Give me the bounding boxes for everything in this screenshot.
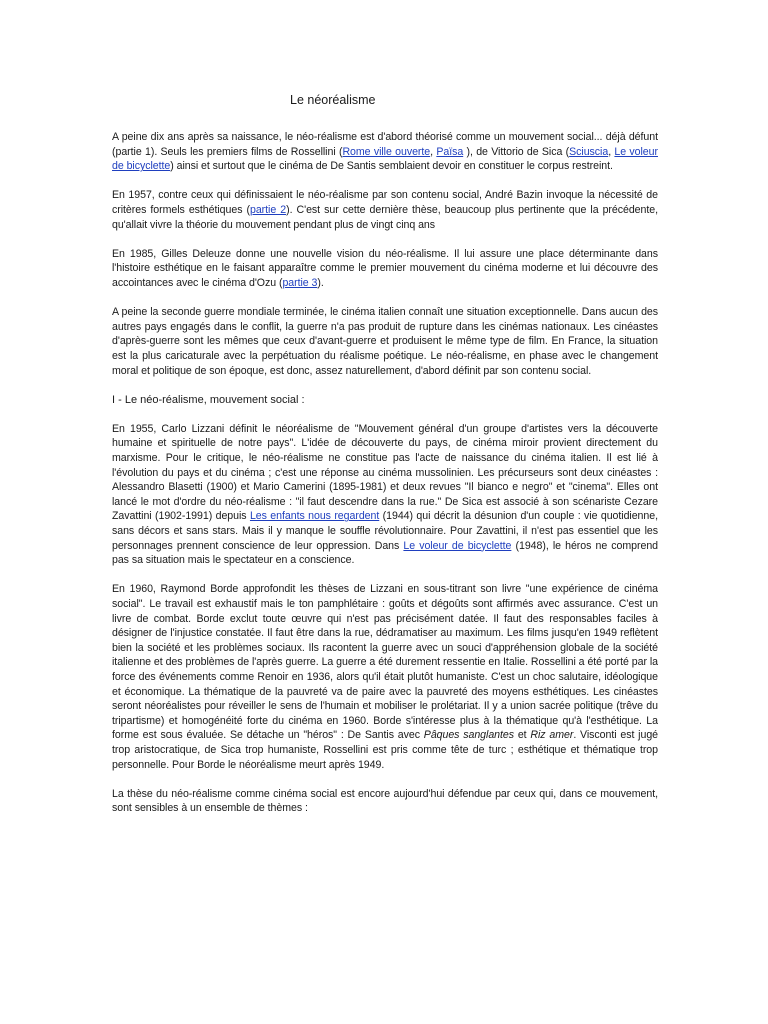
paragraph-deleuze (112, 247, 658, 291)
document-body (112, 130, 658, 831)
text-run: En 1955, Carlo Lizzani définit le néoréalisme de "Mouvement général d'un groupe d'artistes vers la découverte humaine et spirituelle de notre pays". L'idée de découverte du pays, de cinéma miroir provient directement du marxisme. Pour le critique, le néo-réalisme ne constitue pas l'acte de naissance du cinéma italien. Il est lié à l'évolution du pays et du cinéma ; c'est une réponse au cinéma mussolinien. Les précurseurs sont deux cinéastes : Alessandro Blasetti (1900) et Mario Camerini (1895-1981) et deux revues "Il bianco e negro" et "cinema". Elles ont lancé le mot d'ordre du néo-réalisme : "il faut descendre dans la rue." De Sica est associé à son scénariste Cezare Zavattini (1902-1991) depuis (112, 422, 658, 523)
text-run: ). (317, 276, 324, 289)
text-run: ) ainsi et surtout que le cinéma de De Santis semblaient devoir en constituer le corpus restreint. (170, 160, 613, 173)
paragraph-borde (112, 582, 658, 772)
link-sciuscia[interactable]: Sciuscia (569, 145, 609, 158)
text-run: , (430, 145, 437, 158)
text-run: En 1985, Gilles Deleuze donne une nouvelle vision du néo-réalisme. Il lui assure une place déterminante dans l'histoire esthétique en le faisant apparaître comme le premier mouvement du cinéma moderne et lui découvre des accointances avec le cinéma d'Ozu ( (112, 247, 658, 289)
paragraph-bazin (112, 188, 658, 232)
paragraph-intro (112, 130, 658, 174)
text-run: En 1960, Raymond Borde approfondit les thèses de Lizzani en sous-titrant son livre "une expérience de cinéma social". Le travail est exhaustif mais le ton pamphlétaire : goûts et dégoûts sont affirmés avec assurance. C'est un livre de combat. Borde exclut toute œuvre qui n'est pas précisément datée. Il faut des responsables faciles à désigner de l'injustice constatée. Il faut être dans la rue, dédramatiser au maximum. Les films jusqu'en 1949 reflètent bien la société et les problèmes sociaux. Ils racontent la guerre avec un souci d'appréhension globale de la société italienne et des problèmes de l'après guerre. La guerre a été durement ressentie en Italie. Rossellini a été porté par la force des événements comme Renoir en 1936, alors qu'il était plutôt humaniste. C'est un choc salutaire, idéologique et économique. La thématique de la pauvreté va de paire avec la pauvreté des moyens esthétiques. Les cinéastes seront néoréalistes pour réveiller le sens de l'humain et mobiliser le prolétariat. Il y a union sacrée politique (trêve du tripartisme) et homogénéité forte du cinéma en 1960. Borde s'intéresse plus à la thématique qu'à l'esthétique. La forme est sous évaluée. Se détache un "héros" : De Santis avec (112, 583, 658, 742)
text-run: En 1957, contre ceux qui définissaient le néo-réalisme par son contenu social, André Bazin invoque la nécessité de critères formels esthétiques ( (112, 189, 658, 216)
text-run: , (608, 145, 615, 158)
paragraph-postwar: A peine la seconde guerre mondiale terminée, le cinéma italien connaît une situation exceptionnelle. Dans aucun des autres pays engagés dans le conflit, la guerre n'a pas produit de rupture dans les cinémas nationaux. Les cinéastes d'après-guerre sont les mêmes que ceux d'avant-guerre et produisent le même type de film. En France, la situation est la plus caricaturale avec la perpétuation du réalisme poétique. Le néo-réalisme, en phase avec le changement moral et politique de son époque, est donc, assez naturellement, d'abord définit par son contenu social. (112, 306, 658, 377)
text-run: et (514, 729, 531, 742)
link-partie-2[interactable]: partie 2 (249, 203, 287, 216)
link-les-enfants-nous-regardent[interactable]: Les enfants nous regardent (249, 510, 380, 523)
link-partie-3[interactable]: partie 3 (282, 276, 318, 289)
link-voleur-de-bicyclette-2[interactable]: Le voleur de bicyclette (403, 539, 512, 552)
link-rome-ville-ouverte[interactable]: Rome ville ouverte (342, 145, 431, 158)
text-run: ). C'est sur cette dernière thèse, beaucoup plus pertinente que la précédente, qu'allait vivre la théorie du mouvement pendant plus de vingt cinq ans (112, 203, 658, 231)
link-voleur-de-bicyclette[interactable]: Le voleur de bicyclette (112, 145, 658, 173)
text-run: . Visconti est jugé trop aristocratique, de Sica trop humaniste, Rossellini est pris comme tête de turc ; esthétique et thématique trop personnelle. Pour Borde le néoréalisme meurt après 1949. (112, 729, 659, 771)
page-title: Le néoréalisme (290, 93, 376, 107)
text-run: (1944) qui décrit la désunion d'un couple : vie quotidienne, sans décors et sans stars. Mais il y manque le souffle révolutionnaire. Pour Zavattini, il n'est pas essentiel que les personnages prennent conscience de leur oppression. Dans (112, 510, 658, 552)
section-heading: I - Le néo-réalisme, mouvement social : (112, 393, 305, 406)
paragraph-conclusion: La thèse du néo-réalisme comme cinéma social est encore aujourd'hui défendue par ceux qui, dans ce mouvement, sont sensibles à un ensemble de thèmes : (112, 787, 658, 815)
film-title-italic: Pâques sanglantes (423, 729, 514, 742)
text-run: A peine dix ans après sa naissance, le néo-réalisme est d'abord théorisé comme un mouvement social... déjà défunt (partie 1). Seuls les premiers films de Rossellini ( (112, 131, 658, 158)
text-run: (1948), le héros ne comprend pas sa situation mais le spectateur en a conscience. (112, 539, 659, 567)
text-run: ), de Vittorio de Sica ( (463, 145, 570, 158)
paragraph-lizzani (112, 422, 658, 568)
film-title-italic: Riz amer (530, 729, 574, 742)
link-paisa[interactable]: Païsa (436, 145, 464, 158)
